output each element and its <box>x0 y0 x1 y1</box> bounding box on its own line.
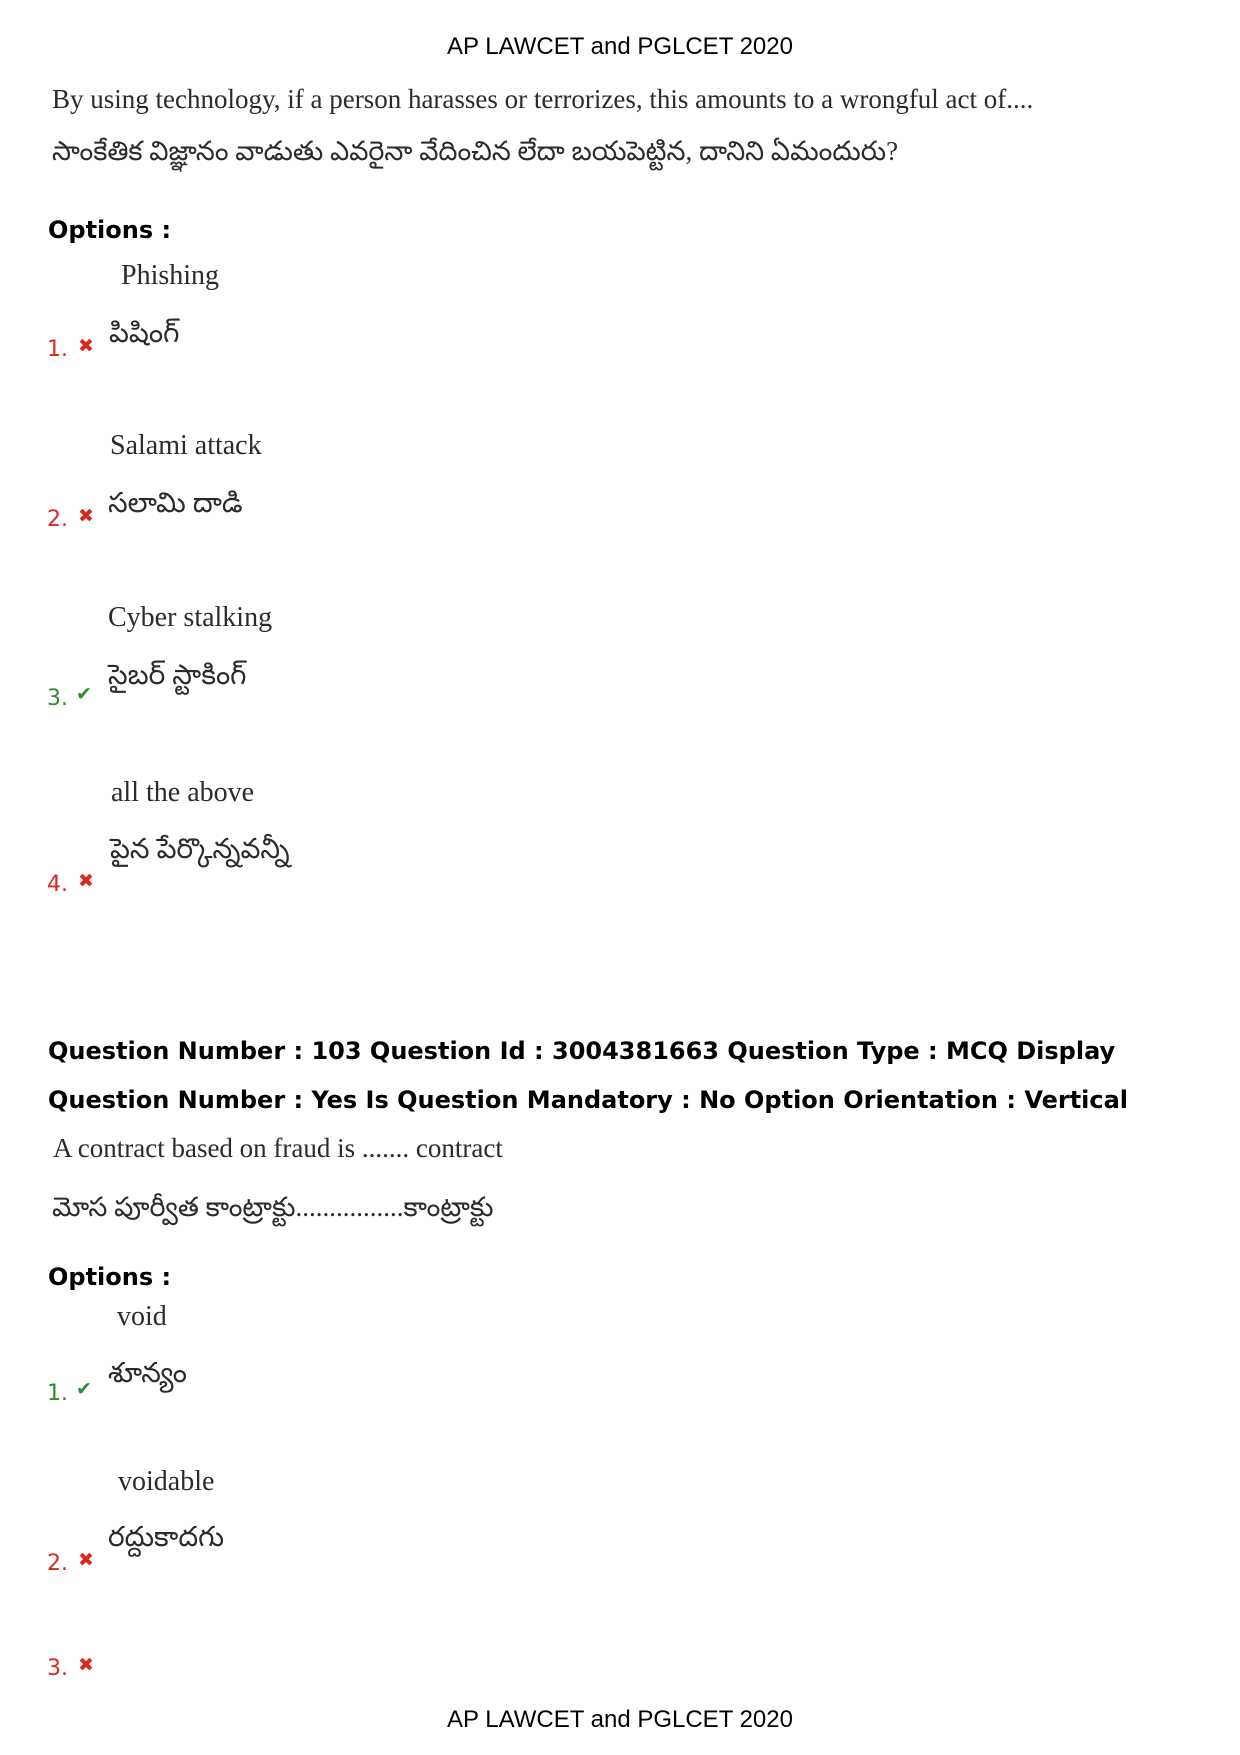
option-text-english: Phishing <box>121 260 220 291</box>
option-text-english: void <box>117 1301 167 1332</box>
option-number: 2. <box>47 1551 68 1576</box>
cross-icon: ✖ <box>78 1549 94 1571</box>
option-text-telugu: సలామి దాడి <box>108 488 243 519</box>
page-footer: AP LAWCET and PGLCET 2020 <box>447 1706 793 1733</box>
option-number: 2. <box>47 507 68 532</box>
cross-icon: ✖ <box>78 870 94 892</box>
question-1-text-english: By using technology, if a person harasses or terrorizes, this amounts to a wrongful act of.... <box>52 84 1034 114</box>
question-2-text-english: A contract based on fraud is ....... contract <box>53 1133 503 1163</box>
option-text-english: all the above <box>111 777 255 808</box>
cross-icon: ✖ <box>78 1654 94 1676</box>
check-icon: ✔ <box>76 683 92 705</box>
question-meta: Question Number : 103 Question Id : 3004381663 Question Type : MCQ Display Question Number : Yes Is Question Mandatory : No Option Orientation : Vertical <box>48 1037 1129 1114</box>
options-label: Options : <box>48 216 172 244</box>
option-text-telugu: రద్దుకాదగు <box>108 1522 225 1553</box>
option-text-english: Cyber stalking <box>108 602 273 633</box>
option-text-telugu: సైబర్ స్టాకింగ్ <box>108 660 247 691</box>
cross-icon: ✖ <box>78 505 94 527</box>
option-number: 4. <box>47 872 68 897</box>
option-number: 3. <box>47 686 68 711</box>
option-text-telugu: శూన్యం <box>108 1358 187 1389</box>
option-number: 3. <box>47 1656 68 1681</box>
question-1-text-telugu: సాంకేతిక విజ్ఞానం వాడుతు ఎవరైనా వేదించిన లేదా బయపెట్టిన, దానిని ఏమందురు? <box>52 136 899 166</box>
check-icon: ✔ <box>76 1378 92 1400</box>
options-label: Options : <box>48 1263 172 1291</box>
option-text-english: voidable <box>118 1466 215 1497</box>
cross-icon: ✖ <box>78 335 94 357</box>
option-number: 1. <box>47 1381 68 1406</box>
page-header: AP LAWCET and PGLCET 2020 <box>447 33 793 60</box>
option-text-telugu: పిషింగ్ <box>109 318 180 349</box>
option-text-telugu: పైన పేర్కొన్నవన్నీ <box>110 834 290 865</box>
option-number: 1. <box>47 337 68 362</box>
option-text-english: Salami attack <box>110 430 262 461</box>
question-2-text-telugu: మోస పూర్వీత కాంట్రాక్టు................కాంట్రాక్టు <box>52 1192 494 1222</box>
